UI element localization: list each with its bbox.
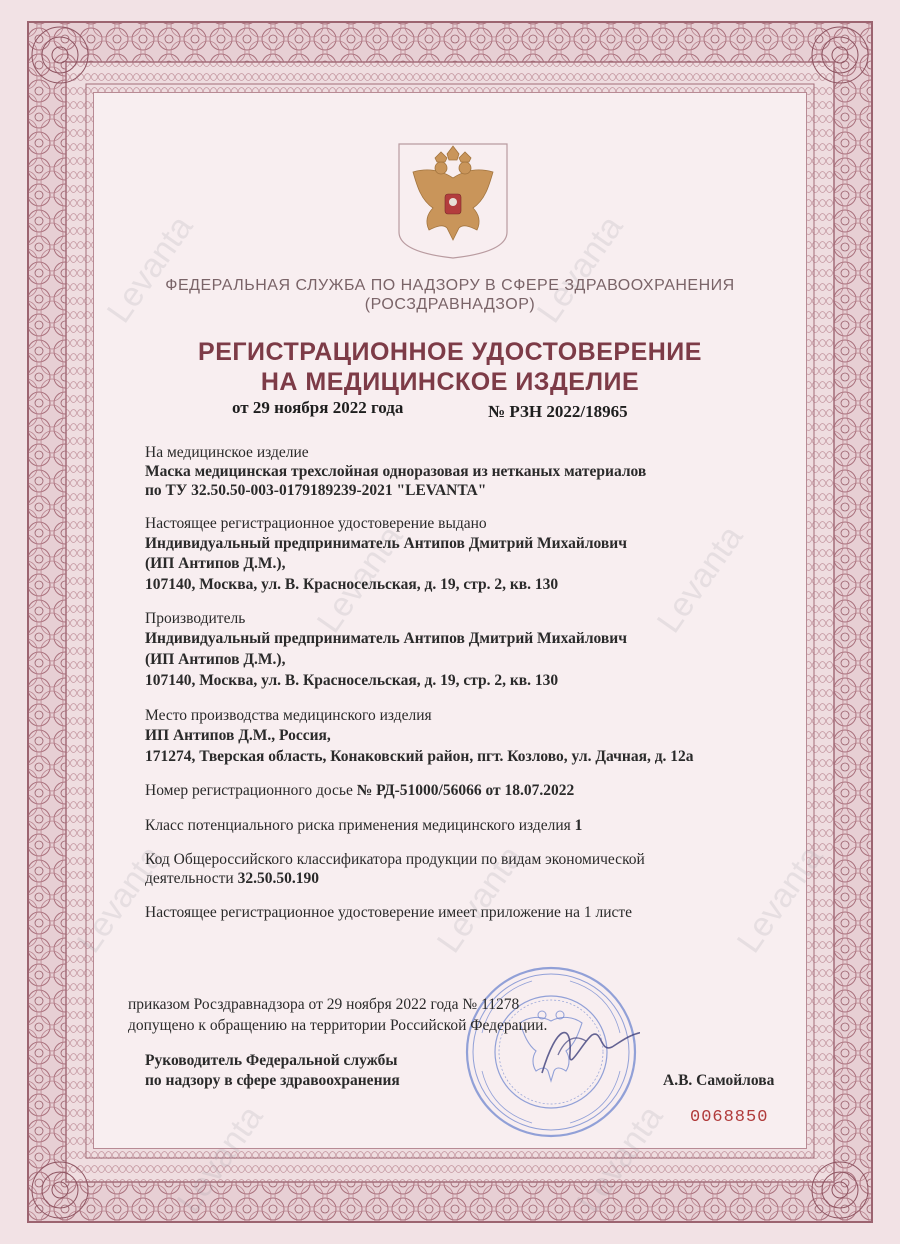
issued-to-label: Настоящее регистрационное удостоверение выдано — [145, 515, 487, 532]
watermark: Levanta — [569, 1098, 671, 1220]
appendix-note: Настоящее регистрационное удостоверение имеет приложение на 1 листе — [145, 904, 633, 921]
official-seal-icon — [462, 963, 640, 1141]
agency-name: ФЕДЕРАЛЬНАЯ СЛУЖБА ПО НАДЗОРУ В СФЕРЕ ЗДРАВООХРАНЕНИЯ — [165, 277, 735, 294]
state-emblem-icon — [397, 142, 509, 260]
document-title: РЕГИСТРАЦИОННОЕ УДОСТОВЕРЕНИЕ — [198, 338, 702, 366]
order-line: приказом Росздравнадзора от 29 ноября 2022 года № 11278 — [128, 996, 520, 1013]
issued-to-short: (ИП Антипов Д.М.), — [145, 555, 286, 572]
device-spec: по ТУ 32.50.50-003-0179189239-2021 "LEVANTA" — [145, 482, 487, 499]
signatory-position: Руководитель Федеральной службы — [145, 1052, 398, 1069]
production-site-address: 171274, Тверская область, Конаковский район, пгт. Козлово, ул. Дачная, д. 12а — [145, 748, 694, 765]
risk-class-label: Класс потенциального риска применения медицинского изделия — [145, 817, 575, 834]
watermark: Levanta — [169, 1098, 271, 1220]
watermark: Levanta — [649, 518, 751, 640]
agency-short-name: (РОСЗДРАВНАДЗОР) — [364, 296, 536, 313]
manufacturer-short: (ИП Антипов Д.М.), — [145, 651, 286, 668]
production-site-label: Место производства медицинского изделия — [145, 707, 432, 724]
risk-class-line — [145, 817, 582, 835]
production-site-name: ИП Антипов Д.М., Россия, — [145, 727, 331, 744]
manufacturer-address: 107140, Москва, ул. В. Красносельская, д. 19, стр. 2, кв. 130 — [145, 672, 559, 689]
manufacturer-name: Индивидуальный предприниматель Антипов Дмитрий Михайлович — [145, 630, 627, 647]
watermark: Levanta — [309, 518, 411, 640]
issued-to-name: Индивидуальный предприниматель Антипов Дмитрий Михайлович — [145, 535, 627, 552]
dossier-value: № РД-51000/56066 от 18.07.2022 — [356, 782, 575, 799]
order-admission: допущено к обращению на территории Российской Федерации. — [128, 1017, 548, 1034]
dossier-label: Номер регистрационного досье — [145, 782, 357, 799]
dossier-line — [145, 782, 574, 800]
registration-number: № РЗН 2022/18965 — [488, 402, 628, 421]
watermark: Levanta — [69, 838, 171, 960]
serial-number: 0068850 — [690, 1108, 769, 1127]
signatory-name: А.В. Самойлова — [663, 1072, 775, 1089]
device-name: Маска медицинская трехслойная одноразовая из нетканых материалов — [145, 463, 647, 480]
okpd-value: 32.50.50.190 — [237, 870, 319, 887]
signatory-position-cont: по надзору в сфере здравоохранения — [145, 1072, 400, 1089]
document-subtitle: НА МЕДИЦИНСКОЕ ИЗДЕЛИЕ — [260, 368, 640, 396]
watermark: Levanta — [99, 208, 201, 330]
watermark: Levanta — [529, 208, 631, 330]
watermark: Levanta — [729, 838, 831, 960]
issue-date: от 29 ноября 2022 года — [232, 398, 404, 417]
watermark: Levanta — [429, 838, 531, 960]
okpd-label: Код Общероссийского классификатора продукции по видам экономической — [145, 851, 645, 868]
issued-to-address: 107140, Москва, ул. В. Красносельская, д. 19, стр. 2, кв. 130 — [145, 576, 559, 593]
okpd-line — [145, 870, 319, 888]
manufacturer-label: Производитель — [145, 610, 246, 627]
risk-class-value: 1 — [574, 817, 583, 834]
device-label: На медицинское изделие — [145, 444, 309, 461]
okpd-label-cont: деятельности — [145, 870, 238, 887]
